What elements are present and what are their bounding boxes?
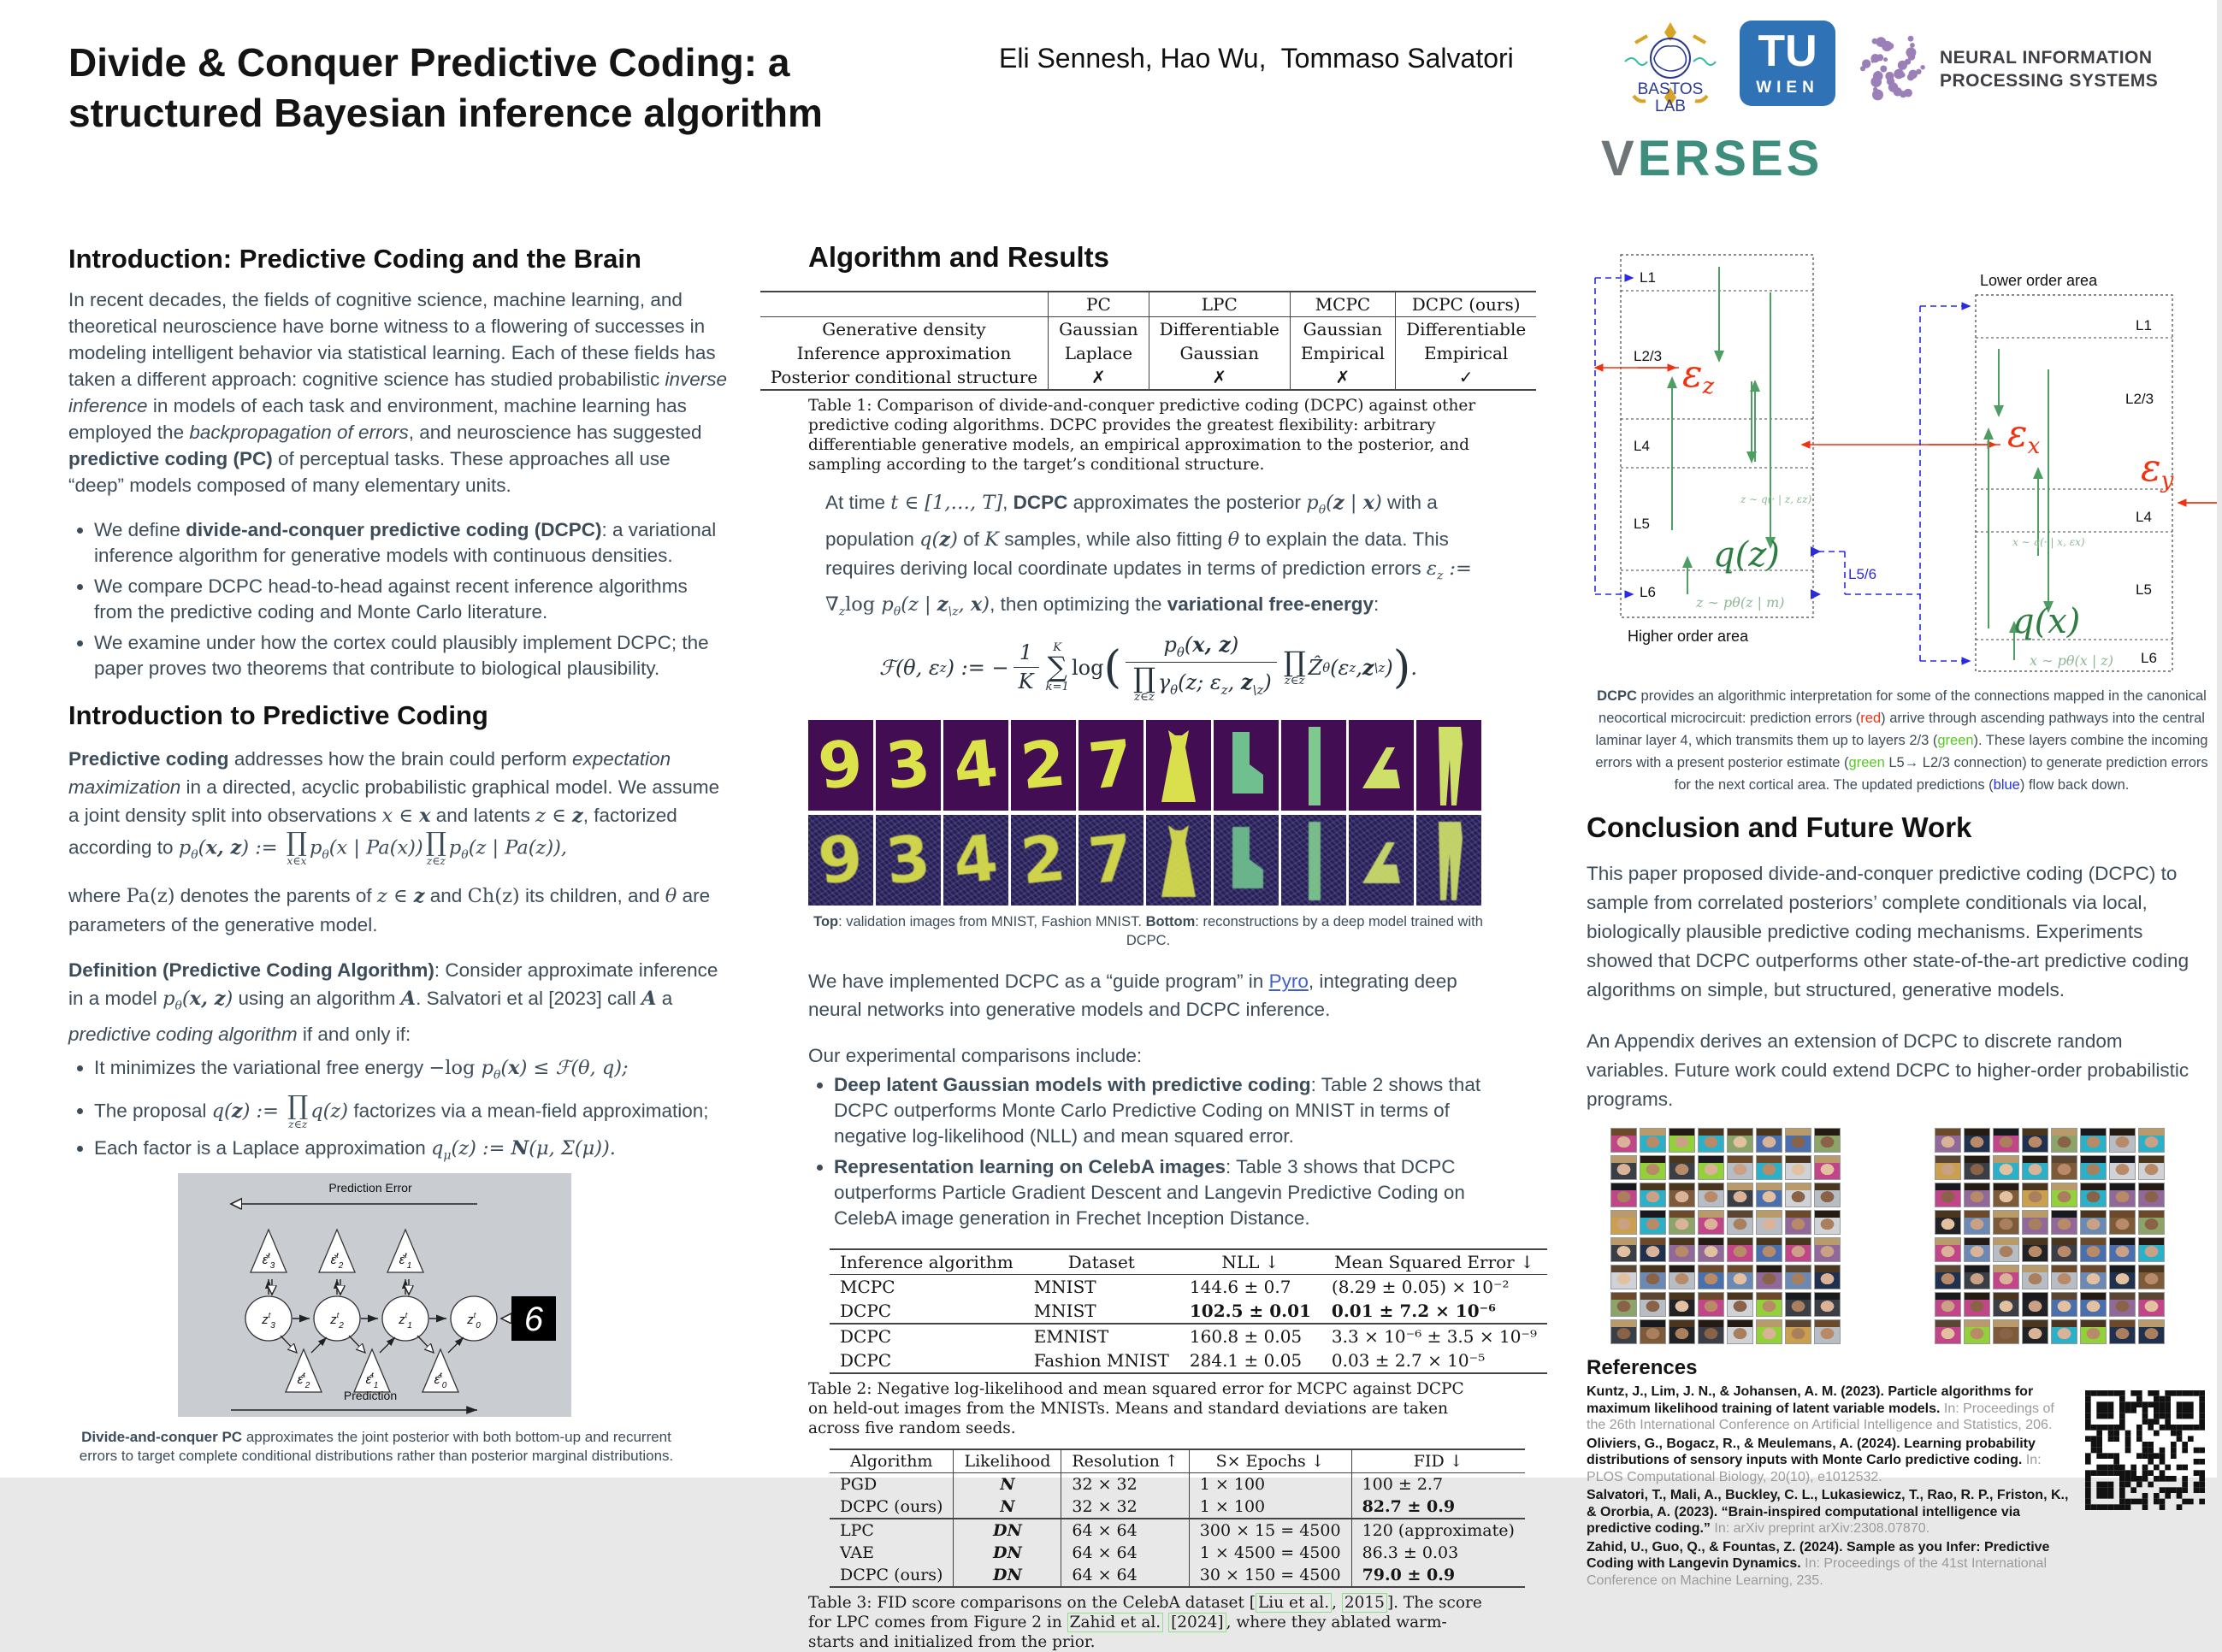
face-thumbnail — [1640, 1265, 1666, 1289]
face-thumbnail — [1669, 1183, 1695, 1207]
conclusion-paragraph-2: An Appendix derives an extension of DCPC to discrete random variables. Future work could extend DCPC to higher-order probabilistic programs. — [1587, 1030, 2189, 1110]
table-row: DCPC EMNIST 160.8 ± 0.05 3.3 × 10⁻⁶ ± 3.5 × 10⁻⁹ — [830, 1324, 1547, 1348]
svg-text:L6: L6 — [1640, 584, 1656, 600]
middle-column — [770, 241, 1537, 1652]
face-thumbnail — [2022, 1319, 2048, 1344]
face-thumbnail — [1727, 1265, 1753, 1289]
face-thumbnail — [1610, 1210, 1637, 1235]
face-thumbnail — [2022, 1155, 2048, 1180]
left-column — [68, 244, 729, 1466]
conclusion-paragraph-1: This paper proposed divide-and-conquer predictive coding (DCPC) to sample from correlated posteriors’ complete conditionals via local, biologically plausible predictive coding mechanisms. Experiments showed that DCPC outperforms other state-of-the-art predictive coding algorithms on simple, but structured, generative models. — [1587, 863, 2189, 1000]
face-thumbnail — [1993, 1183, 2019, 1207]
mnist-reconstruction-cell: 9 — [808, 815, 873, 906]
face-thumbnail — [1785, 1183, 1811, 1207]
table-row: DCPC (ours) DN 64 × 64 30 × 150 = 4500 79.0 ± 0.9 — [830, 1564, 1525, 1587]
face-thumbnail — [2138, 1292, 2165, 1317]
face-thumbnail — [2109, 1265, 2136, 1289]
svg-text:L5: L5 — [2136, 581, 2152, 598]
tu-wien-logo: TU WIEN — [1740, 21, 1835, 106]
face-thumbnail — [1964, 1183, 1990, 1207]
svg-text:L1: L1 — [1640, 269, 1656, 286]
table-row: VAE DN 64 × 64 1 × 4500 = 4500 86.3 ± 0.03 — [830, 1542, 1525, 1564]
face-thumbnail — [1964, 1128, 1990, 1153]
face-thumbnail — [2109, 1210, 2136, 1235]
data-table — [830, 1248, 1547, 1374]
mnist-reconstruction-cell — [1146, 815, 1211, 906]
face-thumbnail — [1727, 1155, 1753, 1180]
face-thumbnail — [1814, 1155, 1841, 1180]
mnist-reconstruction-cell: 3 — [876, 815, 941, 906]
lower-order-area-label: Lower order area — [1980, 272, 2098, 289]
face-thumbnail — [1698, 1237, 1724, 1262]
face-thumbnail — [2022, 1128, 2048, 1153]
mnist-validation-cell — [1146, 720, 1211, 811]
svg-text:BASTOS: BASTOS — [1637, 80, 1704, 98]
authors: Eli Sennesh, Hao Wu, Tommaso Salvatori — [999, 43, 1514, 74]
face-thumbnail — [2022, 1183, 2048, 1207]
reference-item: Zahid, U., Guo, Q., & Fountas, Z. (2024). Sample as you Infer: Predictive Coding with Langevin Dynamics. In: Proceedings of the 41st International Conference on Machine Learning, 235. — [1587, 1539, 2050, 1588]
svg-text:L4: L4 — [1634, 438, 1650, 454]
comparisons-intro: Our experimental comparisons include: — [808, 1045, 1143, 1067]
mnist-reconstruction-cell — [1349, 815, 1414, 906]
mnist-reconstruction-cell: 4 — [943, 815, 1008, 906]
table-row: Inference approximation Laplace Gaussian Empirical Empirical — [760, 341, 1536, 365]
qx-sample-note: x ∼ q(· | x, εx) — [2012, 536, 2085, 548]
face-thumbnail — [1727, 1128, 1753, 1153]
mnist-validation-cell: 9 — [808, 720, 873, 811]
face-thumbnail — [1698, 1265, 1724, 1289]
face-thumbnail — [1669, 1292, 1695, 1317]
face-thumbnail — [1610, 1292, 1637, 1317]
neurips-logo — [1846, 22, 1940, 122]
face-thumbnail — [2109, 1319, 2136, 1344]
face-thumbnail — [2080, 1265, 2107, 1289]
svg-text:εz: εz — [1682, 352, 1715, 399]
face-thumbnail — [1785, 1292, 1811, 1317]
prediction-error-label: Prediction Error — [328, 1181, 412, 1195]
face-thumbnail — [2138, 1319, 2165, 1344]
face-thumbnail — [1814, 1128, 1841, 1153]
table-2 — [830, 1248, 1537, 1374]
observed-digit: 6 — [523, 1301, 544, 1339]
face-thumbnail — [1785, 1319, 1811, 1344]
face-thumbnail — [1964, 1292, 1990, 1317]
section-heading-conclusion: Conclusion and Future Work — [1587, 811, 1972, 843]
face-thumbnail — [2022, 1237, 2048, 1262]
face-thumbnail — [1669, 1265, 1695, 1289]
at-time-paragraph: At time t ∈ [1,…, T], DCPC approximates the posterior $p_\theta(z$ | x) with a population q(z) of K samples, while also fitting θ to explain the data. This requires deriving local coordinate updates in terms of prediction errors $\varepsilon_z$ := $\nabla_z\log$ $p_\theta(z$ | $z_{\backslash z}$, x), then optimizing the variational free-energy: — [825, 492, 1472, 619]
face-thumbnail — [2051, 1183, 2077, 1207]
face-thumbnail — [1814, 1237, 1841, 1262]
mnist-validation-cell: 7 — [1078, 720, 1144, 811]
qz-sample-note: z ∼ q(· | z, εz) — [1740, 493, 1812, 505]
face-thumbnail — [1756, 1128, 1782, 1153]
data-table — [830, 1448, 1525, 1588]
reference-item: Kuntz, J., Lim, J. N., & Johansen, A. M. (2023). Particle algorithms for maximum likelihood training of latent variable models. In: Proceedings of the 26th International Conference on Artificial Intelligence and Statistics, 206. — [1587, 1384, 2054, 1432]
face-thumbnail — [2051, 1292, 2077, 1317]
qz-label: q(z) — [1713, 535, 1780, 575]
reference-item: Salvatori, T., Mali, A., Buckley, C. L., Lukasiewicz, T., Rao, R. P., Friston, K., & Ororbia, A. (2023). “Brain-inspired computational intelligence via predictive coding.” In: arXiv preprint arXiv:2308.07870. — [1587, 1488, 2069, 1536]
list-item: • We compare DCPC head-to-head against recent inference algorithms from the predictive coding and Monte Carlo literature. — [94, 574, 729, 625]
face-thumbnail — [1640, 1319, 1666, 1344]
pyro-paragraph: We have implemented DCPC as a “guide program” in Pyro, integrating deep neural networks into generative models and DCPC inference. — [808, 971, 1457, 1021]
prediction-label: Prediction — [343, 1389, 398, 1403]
face-thumbnail — [2080, 1210, 2107, 1235]
table-2-caption: Table 2: Negative log-likelihood and mean squared error for MCPC against DCPC on held-out images from the MNISTs. Means and standard deviations are taken across five random seeds. — [808, 1380, 1464, 1438]
face-thumbnail — [1785, 1210, 1811, 1235]
face-thumbnail — [1756, 1183, 1782, 1207]
face-thumbnail — [1964, 1155, 1990, 1180]
face-thumbnail — [1669, 1237, 1695, 1262]
neurips-wordmark: NEURAL INFORMATION PROCESSING SYSTEMS — [1940, 48, 2159, 91]
table-row: Posterior conditional structure ✗ ✗ ✗ ✓ — [760, 365, 1536, 390]
page-title: Divide & Conquer Predictive Coding: a structured Bayesian inference algorithm — [68, 40, 823, 135]
pc-graphical-model-diagram — [178, 1173, 571, 1421]
svg-text:zt3: $z^t_3$ — [262, 1311, 275, 1331]
face-thumbnail — [1814, 1210, 1841, 1235]
mnist-validation-cell: 4 — [943, 720, 1008, 811]
comparison-bullets — [808, 1072, 1488, 1231]
face-thumbnail — [1814, 1319, 1841, 1344]
face-thumbnail — [2109, 1237, 2136, 1262]
table-row: DCPC MNIST 102.5 ± 0.01 0.01 ± 7.2 × 10⁻⁶ — [840, 1301, 1496, 1322]
mnist-reconstruction-cell — [1214, 815, 1279, 906]
face-thumbnail — [2109, 1128, 2136, 1153]
svg-text:ε̌t2: ε̌$^t_2$ — [330, 1251, 344, 1271]
face-thumbnail — [1669, 1128, 1695, 1153]
face-thumbnail — [2109, 1155, 2136, 1180]
face-thumbnail — [1935, 1155, 1961, 1180]
face-thumbnail — [1756, 1237, 1782, 1262]
face-thumbnail — [1669, 1319, 1695, 1344]
face-thumbnail — [1993, 1210, 2019, 1235]
face-thumbnail — [1669, 1210, 1695, 1235]
face-thumbnail — [1993, 1155, 2019, 1180]
list-item: • Deep latent Gaussian models with predictive coding: Table 2 shows that DCPC outperforms Monte Carlo Predictive Coding on MNIST in terms of negative log-likelihood (NLL) and mean squared error. — [834, 1072, 1488, 1149]
table-3-caption: Table 3: FID score comparisons on the CelebA dataset [ Liu et al. , 2015 ]. The score for LPC comes from Figure 2 in Zahid et al. [2024] , where they ablated warm-starts and initialized from the prior. — [808, 1594, 1482, 1652]
mnist-image-strip — [808, 720, 1488, 906]
list-item: • Representation learning on CelebA images: Table 3 shows that DCPC outperforms Particle Gradient Descent and Langevin Predictive Coding on CelebA image generation in Frechet Inception Distance. — [834, 1154, 1488, 1231]
svg-text:L2/3: L2/3 — [1634, 348, 1663, 364]
face-thumbnail — [1993, 1265, 2019, 1289]
face-thumbnail — [1964, 1319, 1990, 1344]
face-thumbnail — [1756, 1265, 1782, 1289]
list-item: • We examine under how the cortex could plausibly implement DCPC; the paper proves two theorems that contribute to biological plausibility. — [94, 630, 729, 681]
table-1 — [770, 291, 1527, 391]
face-thumbnail — [1610, 1237, 1637, 1262]
face-thumbnail — [2051, 1237, 2077, 1262]
intro-paragraph: In recent decades, the fields of cognitive science, machine learning, and theoretical neuroscience have borne witness to a flowering of successes in modeling intelligent behavior via statistical learning. Each of these fields has taken a different approach: cognitive science has studied probabilistic inverse inference in models of each task and environment, machine learning has employed the backpropagation of errors, and neuroscience has suggested predictive coding (PC) of perceptual tasks. These approaches all use “deep” models composed of many elementary units. — [68, 289, 728, 496]
face-thumbnail — [2109, 1292, 2136, 1317]
svg-text:zt2: $z^t_2$ — [330, 1311, 344, 1331]
face-thumbnail — [1727, 1183, 1753, 1207]
face-thumbnail — [2022, 1265, 2048, 1289]
face-thumbnail — [1698, 1128, 1724, 1153]
face-thumbnail — [1964, 1265, 1990, 1289]
table-row: LPC DN 64 × 64 300 × 15 = 4500 120 (approximate) — [830, 1519, 1525, 1542]
mnist-validation-cell: 2 — [1011, 720, 1076, 811]
face-thumbnail — [1669, 1155, 1695, 1180]
mnist-validation-cell — [1281, 720, 1346, 811]
face-thumbnail — [1814, 1292, 1841, 1317]
svg-text:ε̂t2: ε̂$^t_2$ — [297, 1371, 310, 1391]
face-thumbnail — [2138, 1128, 2165, 1153]
face-thumbnail — [2138, 1155, 2165, 1180]
section-heading-algorithm: Algorithm and Results — [808, 241, 1110, 273]
table-header-row: PC LPC MCPC DCPC (ours) — [760, 292, 1536, 317]
mnist-validation-cell — [1416, 720, 1481, 811]
svg-text:L5: L5 — [1634, 516, 1650, 532]
celeba-samples-grid-right — [1935, 1128, 2165, 1344]
table-header-row: Algorithm Likelihood Resolution ↑ S× Epochs ↓ FID ↓ — [830, 1449, 1525, 1473]
celeba-samples-grid-left — [1610, 1128, 1841, 1344]
mnist-reconstruction-cell: 2 — [1011, 815, 1076, 906]
face-thumbnail — [1993, 1319, 2019, 1344]
mnist-validation-cell — [1214, 720, 1279, 811]
mnist-reconstruction-cell — [1416, 815, 1481, 906]
face-thumbnail — [1993, 1237, 2019, 1262]
face-thumbnail — [2051, 1265, 2077, 1289]
svg-text:LAB: LAB — [1655, 97, 1686, 115]
face-thumbnail — [2051, 1319, 2077, 1344]
face-thumbnail — [2138, 1237, 2165, 1262]
list-item: • We define divide-and-conquer predictive coding (DCPC): a variational inference algorithm for generative models with continuous densities. — [94, 517, 729, 569]
svg-text:εx: εx — [2007, 412, 2041, 459]
face-thumbnail — [1935, 1183, 1961, 1207]
face-thumbnail — [1727, 1292, 1753, 1317]
face-thumbnail — [1935, 1237, 1961, 1262]
free-energy-formula: ℱ(θ, ε z ) := − $\frac{1}{K}$ K ∑ k=1 log ( $p_\theta(x$, z) ∏ z∈z $\gamma_\theta(z$; $\varepsilon_z$, $z_{\backslash z}$) ∏ z∈z Ẑ θ (ε z , z \z ) ) . — [878, 631, 1418, 705]
table-header-row: Inference algorithm Dataset NLL ↓ Mean Squared Error ↓ — [830, 1249, 1547, 1275]
face-thumbnail — [1814, 1265, 1841, 1289]
section-heading-intro-pc: Introduction to Predictive Coding — [68, 700, 488, 730]
svg-text:ε̂t0: ε̂$^t_0$ — [434, 1371, 447, 1391]
face-thumbnail — [1785, 1237, 1811, 1262]
brain-icon — [1618, 17, 1723, 121]
mnist-reconstruction-cell — [1281, 815, 1346, 906]
svg-text:ε̌t1: ε̌$^t_1$ — [399, 1251, 412, 1271]
qx-label: q(x) — [2012, 602, 2081, 641]
face-thumbnail — [1610, 1155, 1637, 1180]
svg-text:ε̂t1: ε̂$^t_1$ — [365, 1371, 379, 1391]
svg-text:εy: εy — [2141, 446, 2174, 493]
face-thumbnail — [1640, 1128, 1666, 1153]
definition-paragraph: Definition (Predictive Coding Algorithm): Consider approximate inference in a model $p_\theta(x$, z) using an algorithm A. Salvatori et al [2023] call A a predictive coding algorithm if and only if: — [68, 959, 718, 1046]
face-thumbnail — [1610, 1319, 1637, 1344]
face-thumbnail — [1640, 1183, 1666, 1207]
verses-logo: VERSES — [1601, 131, 1823, 186]
qr-code[interactable] — [2085, 1390, 2205, 1510]
mnist-reconstruction-cell: 7 — [1078, 815, 1144, 906]
face-thumbnail — [1640, 1210, 1666, 1235]
face-thumbnail — [1935, 1319, 1961, 1344]
right-column — [1587, 162, 2217, 1590]
diagram-caption: Divide-and-conquer PC approximates the joint posterior with both bottom-up and recurrent errors to target complete conditional distributions rather than posterior marginal distributions. — [79, 1429, 674, 1465]
face-thumbnail — [2051, 1128, 2077, 1153]
svg-text:zt1: $z^t_1$ — [399, 1311, 412, 1331]
face-thumbnail — [2109, 1183, 2136, 1207]
face-thumbnail — [2051, 1155, 2077, 1180]
face-thumbnail — [1698, 1183, 1724, 1207]
table-row: Generative density Gaussian Differentiable Gaussian Differentiable — [760, 317, 1536, 342]
px-sample-note: x ∼ pθ(x | z) — [2030, 652, 2113, 669]
table-3 — [830, 1448, 1515, 1588]
pz-sample-note: z ∼ pθ(z | m) — [1696, 594, 1785, 611]
face-thumbnail — [1756, 1155, 1782, 1180]
face-thumbnail — [1935, 1210, 1961, 1235]
face-thumbnail — [1727, 1210, 1753, 1235]
list-item: • Each factor is a Laplace approximation $q_\mu(z)$ := N(μ, Σ(μ)). — [94, 1136, 729, 1169]
svg-text:L1: L1 — [2136, 317, 2152, 333]
definition-bullets — [68, 1055, 729, 1168]
face-thumbnail — [1610, 1128, 1637, 1153]
face-thumbnail — [2051, 1210, 2077, 1235]
face-thumbnail — [1785, 1155, 1811, 1180]
svg-text:L6: L6 — [2141, 650, 2157, 666]
face-thumbnail — [1993, 1128, 2019, 1153]
face-thumbnail — [1935, 1265, 1961, 1289]
face-thumbnail — [1610, 1183, 1637, 1207]
svg-text:zt0: $z^t_0$ — [467, 1311, 481, 1331]
circuit-caption: DCPC provides an algorithmic interpretation for some of the connections mapped in the canonical neocortical microcircuit: prediction errors (red) arrive through ascending pathways into the central laminar layer 4, which transmits them up to layers 2/3 (green). These layers combine the incoming errors with a present posterior estimate (green L5→ L2/3 connection) to generate prediction errors for the next cortical area. The updated predictions (blue) flow back down. — [1595, 688, 2208, 793]
table-1-caption: Table 1: Comparison of divide-and-conquer predictive coding (DCPC) against other predictive coding algorithms. DCPC provides the greatest flexibility: arbitrary differentiable generative models, an empirical approximation to the posterior, and sampling according to the target’s conditional structure. — [808, 397, 1476, 474]
mnist-validation-cell — [1349, 720, 1414, 811]
face-thumbnail — [1727, 1319, 1753, 1344]
l56-label: L5/6 — [1848, 566, 1877, 582]
svg-text:ε̌t3: ε̌$^t_3$ — [262, 1251, 275, 1271]
neurips-swirl-icon — [1846, 22, 1940, 118]
face-thumbnail — [1993, 1292, 2019, 1317]
face-thumbnail — [1610, 1265, 1637, 1289]
face-thumbnail — [1698, 1155, 1724, 1180]
face-thumbnail — [2080, 1128, 2107, 1153]
bastos-lab-logo — [1618, 17, 1723, 126]
references-block — [1587, 1384, 2217, 1590]
face-thumbnail — [1814, 1183, 1841, 1207]
higher-order-area-label: Higher order area — [1628, 628, 1749, 645]
face-thumbnail — [1935, 1292, 1961, 1317]
face-thumbnail — [2080, 1183, 2107, 1207]
face-thumbnail — [1640, 1292, 1666, 1317]
where-paragraph: where Pa(z) denotes the parents of z ∈ z and Ch(z) its children, and θ are parameters of the generative model. — [68, 884, 711, 935]
mnist-caption: Top: validation images from MNIST, Fashion MNIST. Bottom: reconstructions by a deep model trained with DCPC. — [813, 914, 1483, 949]
list-item: • The proposal q(z) := ∏ z∈z q(z) factorizes via a mean-field approximation; — [94, 1094, 729, 1130]
face-thumbnail — [1698, 1210, 1724, 1235]
data-table — [760, 291, 1536, 391]
intro-bullets — [68, 517, 729, 681]
face-thumbnail — [2138, 1183, 2165, 1207]
table-row: MCPC MNIST 144.6 ± 0.7 (8.29 ± 0.05) × 10⁻² — [840, 1277, 1510, 1298]
face-thumbnail — [2080, 1237, 2107, 1262]
list-item: • It minimizes the variational free energy −log $p_\theta(x)$ ≤ ℱ(θ, q); — [94, 1055, 729, 1089]
svg-text:L2/3: L2/3 — [2125, 391, 2154, 407]
cortical-microcircuit-diagram — [1587, 162, 2217, 677]
face-thumbnail — [1698, 1319, 1724, 1344]
face-thumbnail — [1640, 1237, 1666, 1262]
face-thumbnail — [2138, 1265, 2165, 1289]
face-thumbnail — [2138, 1210, 2165, 1235]
face-thumbnail — [1727, 1237, 1753, 1262]
table-row: PGD N 32 × 32 1 × 100 100 ± 2.7 — [830, 1473, 1525, 1496]
face-thumbnail — [2080, 1155, 2107, 1180]
face-thumbnail — [2022, 1292, 2048, 1317]
face-thumbnail — [1698, 1292, 1724, 1317]
face-thumbnail — [1640, 1155, 1666, 1180]
face-thumbnail — [2080, 1319, 2107, 1344]
face-thumbnail — [1756, 1210, 1782, 1235]
svg-text:L4: L4 — [2136, 509, 2152, 525]
mnist-validation-cell: 3 — [876, 720, 941, 811]
table-row: DCPC Fashion MNIST 284.1 ± 0.05 0.03 ± 2.7 × 10⁻⁵ — [840, 1350, 1486, 1372]
face-thumbnail — [1756, 1319, 1782, 1344]
face-thumbnail — [2022, 1210, 2048, 1235]
face-thumbnail — [2080, 1292, 2107, 1317]
face-thumbnail — [1964, 1210, 1990, 1235]
face-thumbnail — [1964, 1237, 1990, 1262]
reference-item: Oliviers, G., Bogacz, R., & Meulemans, A. (2024). Learning probability distributions of sensory inputs with Monte Carlo predictive coding. In: PLOS Computational Biology, 20(10), e1012532. — [1587, 1436, 2042, 1484]
face-thumbnail — [1935, 1128, 1961, 1153]
section-heading-introduction: Introduction: Predictive Coding and the Brain — [68, 244, 641, 274]
face-thumbnail — [1756, 1292, 1782, 1317]
face-thumbnail — [1785, 1128, 1811, 1153]
celeba-grids — [1610, 1128, 2217, 1344]
pc-paragraph: Predictive coding addresses how the brain could perform expectation maximization in a directed, acyclic probabilistic graphical model. We assume a joint density split into observations x ∈ x and latents z ∈ z, factorized according to $p_\theta(x$, z) := ∏ x∈x $p_\theta(x$ | Pa(x)) ∏ z∈z $p_\theta(z$ | Pa(z)), — [68, 748, 720, 868]
references-list — [1587, 1384, 2070, 1590]
table-row: DCPC (ours) N 32 × 32 1 × 100 82.7 ± 0.9 — [830, 1496, 1525, 1519]
face-thumbnail — [1785, 1265, 1811, 1289]
references-heading: References — [1587, 1356, 1698, 1379]
